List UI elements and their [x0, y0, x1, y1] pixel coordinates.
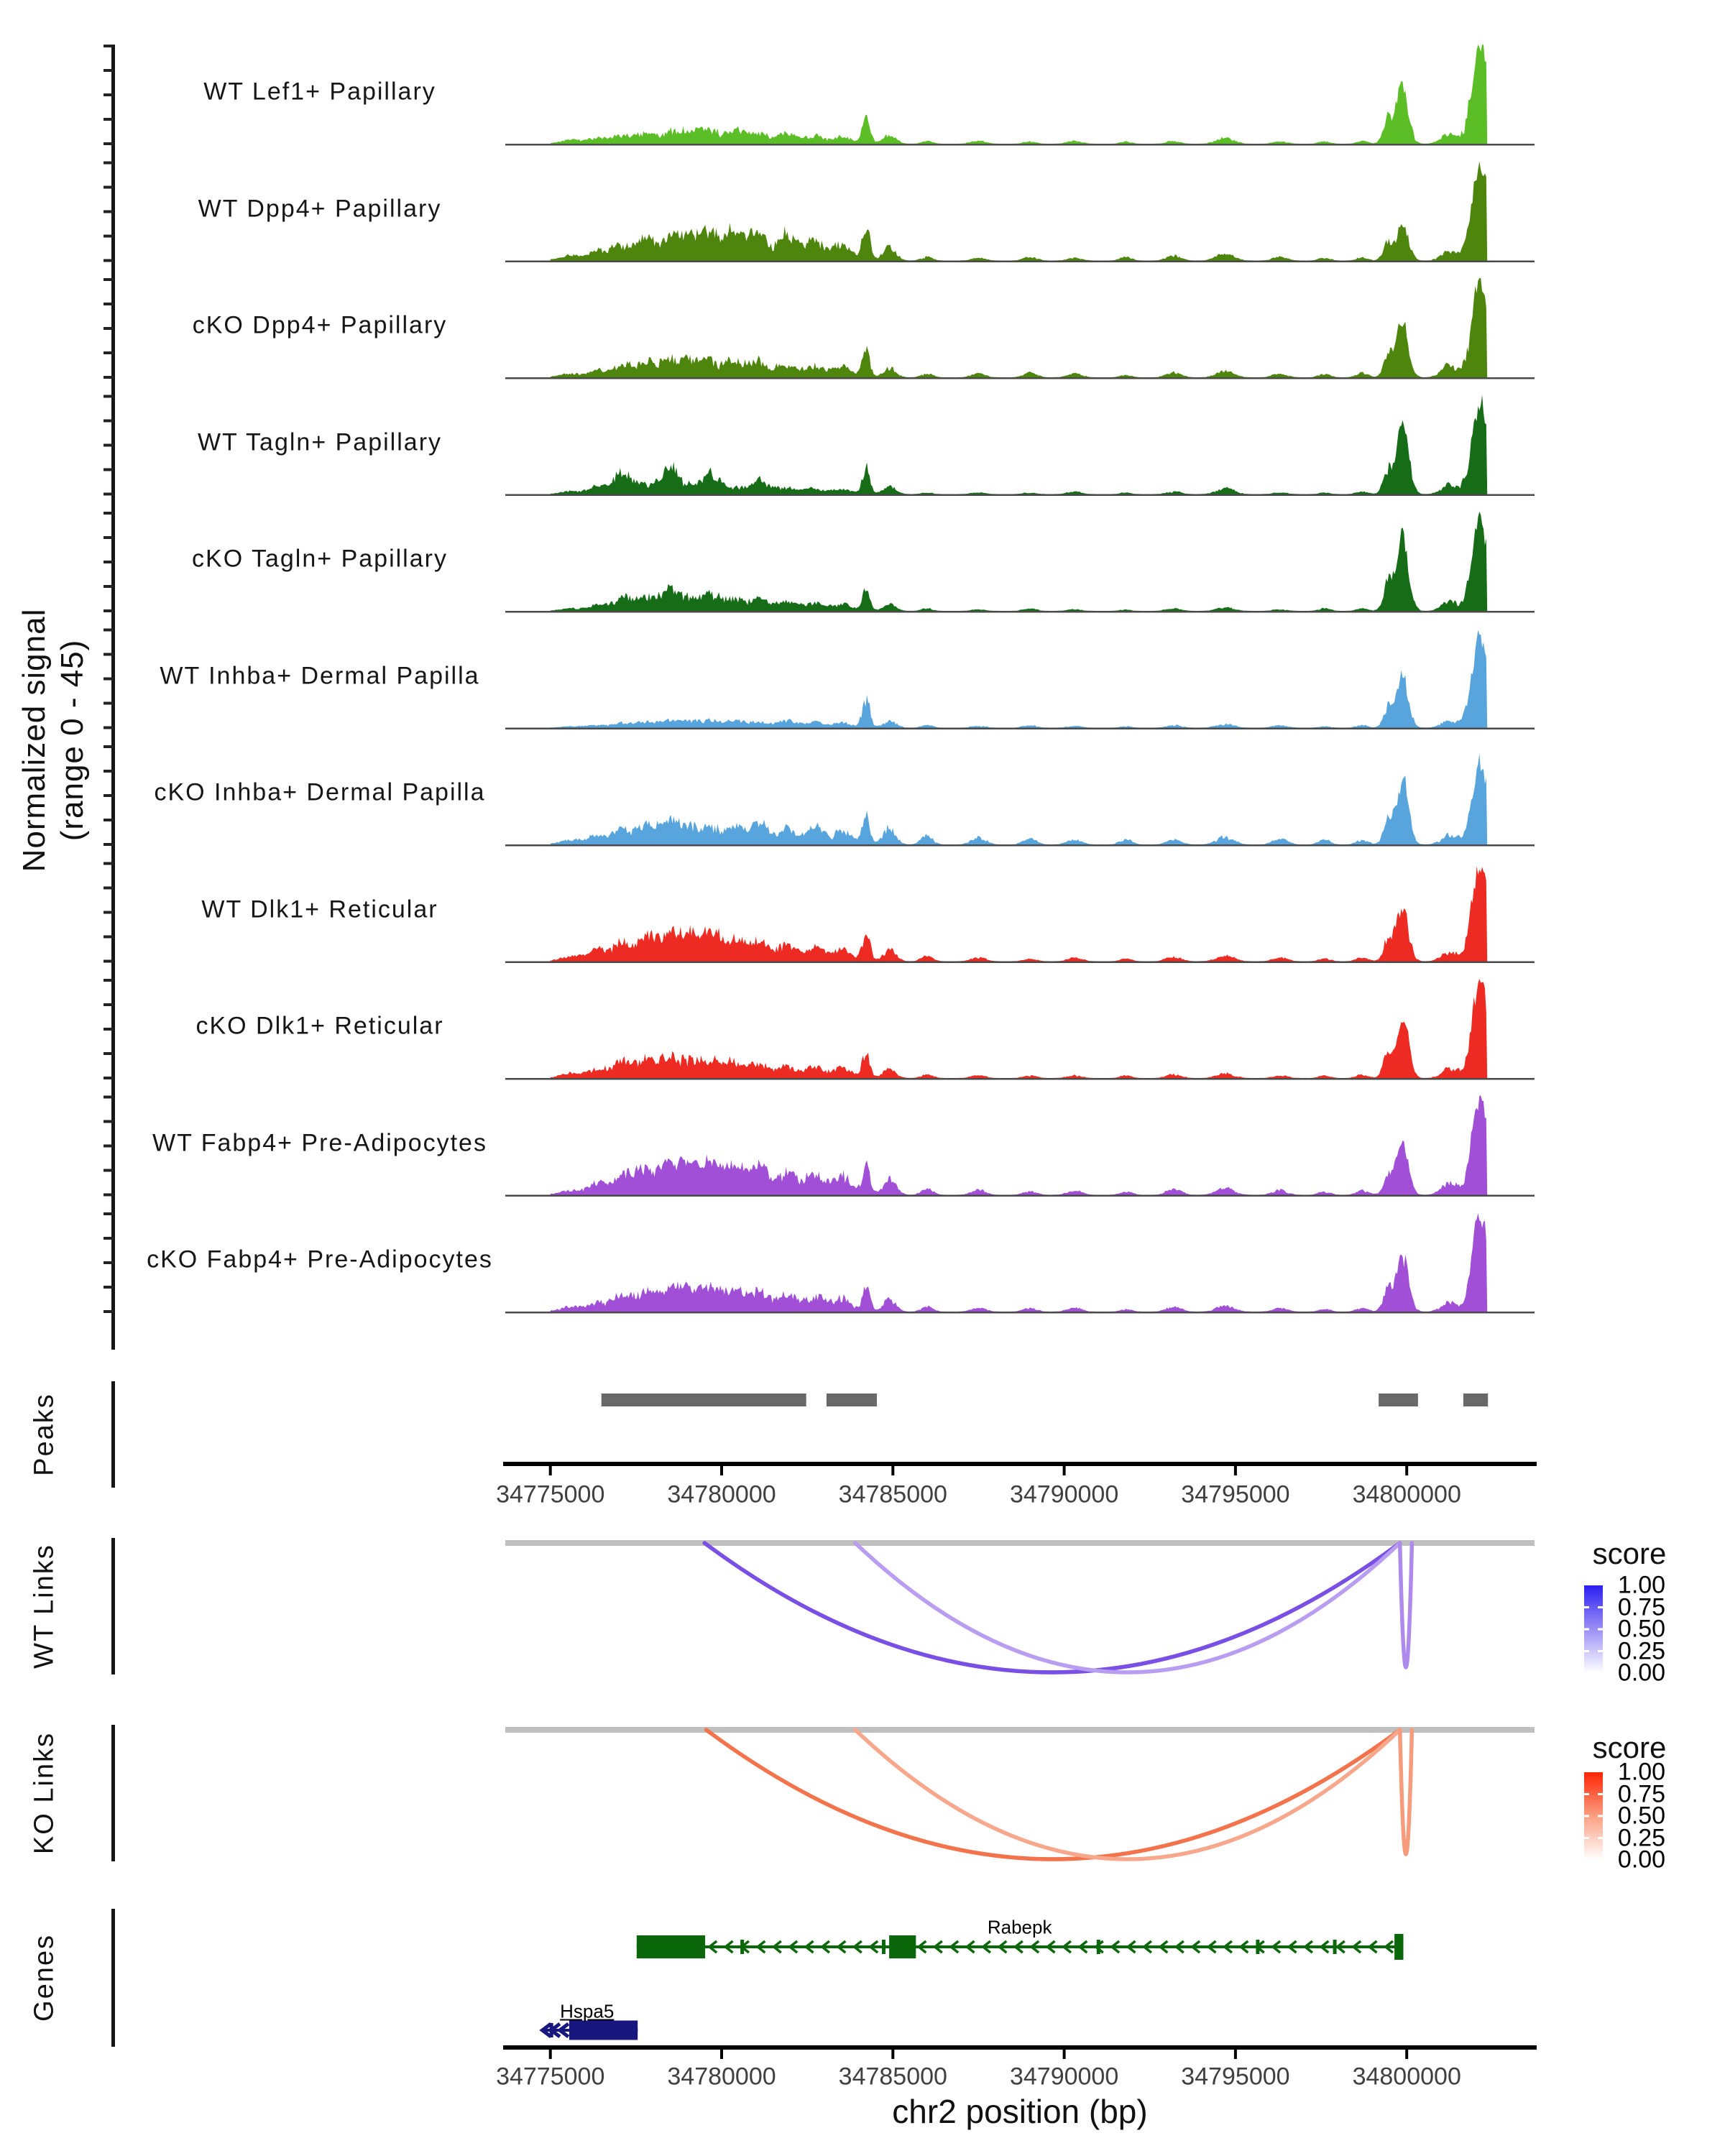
y-axis-tick	[104, 142, 114, 145]
y-axis-tick	[104, 118, 114, 121]
y-axis-tick	[104, 653, 114, 656]
coverage-area	[551, 753, 1488, 844]
legend-tick-label: 0.00	[1617, 1846, 1666, 1874]
y-axis-tick	[104, 259, 114, 262]
track-baseline	[505, 144, 1535, 146]
y-axis-tick	[104, 1237, 114, 1240]
x-axis-tick	[549, 1466, 552, 1475]
links-baseline	[505, 1540, 1535, 1546]
y-axis-tick	[104, 1077, 114, 1079]
gene-exon-box	[1394, 1934, 1403, 1960]
track-baseline	[505, 494, 1535, 497]
track-label: cKO Tagln+ Papillary	[192, 545, 448, 573]
x-tick-label: 34775000	[496, 1480, 605, 1508]
coverage-area	[551, 45, 1488, 144]
section-label-wt-links: WT Links	[29, 1544, 60, 1669]
gene-exon-box	[637, 1935, 705, 1958]
x-axis-tick	[1234, 1466, 1237, 1475]
peak-interval	[602, 1393, 806, 1406]
y-axis-tick	[104, 843, 114, 846]
coverage-area	[551, 162, 1488, 261]
link-arc	[1400, 1730, 1412, 1854]
x-axis-tick	[1063, 2050, 1066, 2059]
x-axis-tick	[1405, 2050, 1408, 2059]
coverage-area	[551, 1096, 1488, 1195]
track-baseline	[505, 261, 1535, 263]
y-axis-tick	[104, 887, 114, 890]
y-axis-label-line1: Normalized signal	[17, 608, 52, 872]
x-axis-tick	[720, 2050, 723, 2059]
y-axis-tick	[104, 395, 114, 398]
legend-tick-label: 1.00	[1617, 1758, 1666, 1786]
section-bracket	[111, 1909, 115, 2047]
coverage-area	[551, 512, 1488, 611]
peak-interval	[1463, 1393, 1488, 1406]
section-bracket	[111, 1538, 115, 1674]
y-axis-tick	[104, 585, 114, 588]
legend-colorbar-tick	[1584, 1793, 1589, 1795]
y-axis-label	[16, 609, 92, 872]
track-baseline	[505, 844, 1535, 847]
x-tick-label: 34780000	[667, 2063, 776, 2091]
y-axis-tick	[104, 1310, 114, 1313]
coverage-area	[551, 1213, 1488, 1312]
y-axis-tick	[104, 444, 114, 447]
legend-tick-label: 0.75	[1617, 1780, 1666, 1807]
y-axis-tick	[104, 794, 114, 797]
y-axis-tick	[104, 1169, 114, 1172]
x-tick-label: 34790000	[1009, 1480, 1119, 1508]
track-label: WT Inhba+ Dermal Papilla	[160, 662, 480, 689]
legend-tick-label: 0.00	[1617, 1659, 1666, 1687]
legend-colorbar-tick	[1584, 1628, 1589, 1631]
track-label: WT Dpp4+ Papillary	[198, 195, 442, 222]
legend-colorbar-tick	[1584, 1606, 1589, 1608]
coverage-area	[551, 395, 1488, 494]
y-axis-tick	[104, 1212, 114, 1215]
link-arc	[855, 1543, 1400, 1672]
y-axis-tick	[104, 69, 114, 72]
legend-tick-label: 0.50	[1617, 1615, 1666, 1643]
y-axis-tick	[104, 512, 114, 515]
link-arc	[707, 1730, 1400, 1859]
y-axis-tick	[104, 45, 114, 47]
legend-tick-label: 0.50	[1617, 1802, 1666, 1830]
y-axis-tick	[104, 93, 114, 96]
y-axis-tick	[104, 1096, 114, 1099]
y-axis-tick	[104, 1028, 114, 1031]
x-axis-tick	[1405, 1466, 1408, 1475]
y-axis-tick	[104, 979, 114, 982]
legend-colorbar-tick	[1584, 1837, 1589, 1839]
y-axis-label-line2: (range 0 - 45)	[55, 639, 90, 842]
track-baseline	[505, 728, 1535, 730]
y-axis-tick	[104, 911, 114, 914]
signal-y-axis-line	[111, 45, 115, 1350]
peak-interval	[827, 1393, 877, 1406]
section-label-ko-links: KO Links	[29, 1731, 60, 1855]
y-axis-tick	[104, 629, 114, 632]
x-tick-label: 34800000	[1352, 2063, 1461, 2091]
y-axis-tick	[104, 536, 114, 539]
legend-colorbar-tick	[1584, 1650, 1589, 1652]
y-axis-tick	[104, 745, 114, 748]
y-axis-tick	[104, 1120, 114, 1123]
gene-exon-box	[569, 2021, 638, 2040]
x-axis-title: chr2 position (bp)	[892, 2093, 1148, 2130]
x-tick-label: 34790000	[1009, 2063, 1119, 2091]
x-axis-line	[503, 1462, 1537, 1466]
y-axis-tick	[104, 469, 114, 471]
legend-tick-label: 0.25	[1617, 1637, 1666, 1664]
x-axis-line	[503, 2045, 1537, 2050]
gene-label: Rabepk	[987, 1916, 1052, 1938]
y-axis-tick	[104, 1261, 114, 1264]
link-arc	[1400, 1543, 1412, 1667]
y-axis-tick	[104, 702, 114, 705]
x-tick-label: 34795000	[1181, 1480, 1290, 1508]
link-arc	[704, 1543, 1399, 1672]
y-axis-tick	[104, 960, 114, 963]
track-baseline	[505, 1078, 1535, 1080]
section-bracket	[111, 1725, 115, 1861]
x-tick-label: 34795000	[1181, 2063, 1290, 2091]
x-axis-tick	[720, 1466, 723, 1475]
legend-tick-label: 0.75	[1617, 1593, 1666, 1621]
track-label: WT Dlk1+ Reticular	[201, 895, 438, 923]
track-label: cKO Inhba+ Dermal Papilla	[154, 778, 486, 806]
gene-label: Hspa5	[560, 2000, 615, 2022]
track-baseline	[505, 377, 1535, 379]
y-axis-tick	[104, 351, 114, 354]
y-axis-tick	[104, 1003, 114, 1006]
y-axis-tick	[104, 1052, 114, 1055]
track-baseline	[505, 962, 1535, 964]
legend-colorbar-tick	[1598, 1837, 1603, 1839]
x-axis-tick	[891, 1466, 894, 1475]
legend-colorbar-tick	[1598, 1606, 1603, 1608]
coverage-area	[551, 979, 1488, 1078]
section-bracket	[111, 1381, 115, 1488]
legend-tick-label: 0.25	[1617, 1824, 1666, 1851]
legend-colorbar-tick	[1584, 1815, 1589, 1818]
track-label: cKO Dpp4+ Papillary	[192, 311, 448, 339]
y-axis-tick	[104, 278, 114, 281]
track-baseline	[505, 1195, 1535, 1197]
x-axis-tick	[1063, 1466, 1066, 1475]
track-label: cKO Fabp4+ Pre-Adipocytes	[147, 1245, 493, 1273]
coverage-area	[551, 866, 1488, 962]
track-label: WT Fabp4+ Pre-Adipocytes	[152, 1129, 487, 1156]
y-axis-tick	[104, 327, 114, 330]
coverage-area	[551, 630, 1488, 728]
y-axis-tick	[104, 235, 114, 238]
y-axis-tick	[104, 162, 114, 165]
y-axis-tick	[104, 1194, 114, 1197]
y-axis-tick	[104, 211, 114, 213]
x-tick-label: 34785000	[838, 2063, 947, 2091]
legend-colorbar-tick	[1598, 1650, 1603, 1652]
track-label: cKO Dlk1+ Reticular	[196, 1012, 444, 1040]
track-baseline	[505, 1312, 1535, 1314]
x-axis-tick	[1234, 2050, 1237, 2059]
y-axis-tick	[104, 770, 114, 773]
y-axis-tick	[104, 376, 114, 379]
links-baseline	[505, 1727, 1535, 1733]
y-axis-tick	[104, 862, 114, 865]
track-baseline	[505, 611, 1535, 613]
link-arc	[855, 1730, 1400, 1859]
x-tick-label: 34775000	[496, 2063, 605, 2091]
y-axis-tick	[104, 561, 114, 563]
y-axis-tick	[104, 609, 114, 612]
x-tick-label: 34785000	[838, 1480, 947, 1508]
y-axis-tick	[104, 303, 114, 305]
y-axis-tick	[104, 493, 114, 496]
legend-colorbar-tick	[1598, 1793, 1603, 1795]
y-axis-tick	[104, 420, 114, 423]
section-label-peaks: Peaks	[29, 1393, 60, 1476]
peak-interval	[1379, 1393, 1418, 1406]
wt-links-legend-title: score	[1592, 1537, 1667, 1570]
x-tick-label: 34800000	[1352, 1480, 1461, 1508]
y-axis-tick	[104, 819, 114, 821]
x-tick-label: 34780000	[667, 1480, 776, 1508]
coverage-area	[551, 278, 1488, 377]
legend-colorbar-tick	[1598, 1815, 1603, 1818]
y-axis-tick	[104, 936, 114, 939]
legend-tick-label: 1.00	[1617, 1571, 1666, 1599]
ko-links-legend-title: score	[1592, 1731, 1667, 1764]
x-axis-tick	[891, 2050, 894, 2059]
section-label-genes: Genes	[29, 1934, 60, 2022]
gene-exon-box	[889, 1935, 916, 1958]
gene-exon-tick	[882, 1940, 886, 1954]
track-label: WT Lef1+ Papillary	[203, 78, 436, 106]
legend-colorbar-tick	[1598, 1628, 1603, 1631]
y-axis-tick	[104, 1145, 114, 1148]
y-axis-tick	[104, 678, 114, 681]
track-label: WT Tagln+ Papillary	[197, 428, 443, 456]
y-axis-tick	[104, 186, 114, 189]
y-axis-tick	[104, 1286, 114, 1289]
x-axis-tick	[549, 2050, 552, 2059]
y-axis-tick	[104, 727, 114, 729]
